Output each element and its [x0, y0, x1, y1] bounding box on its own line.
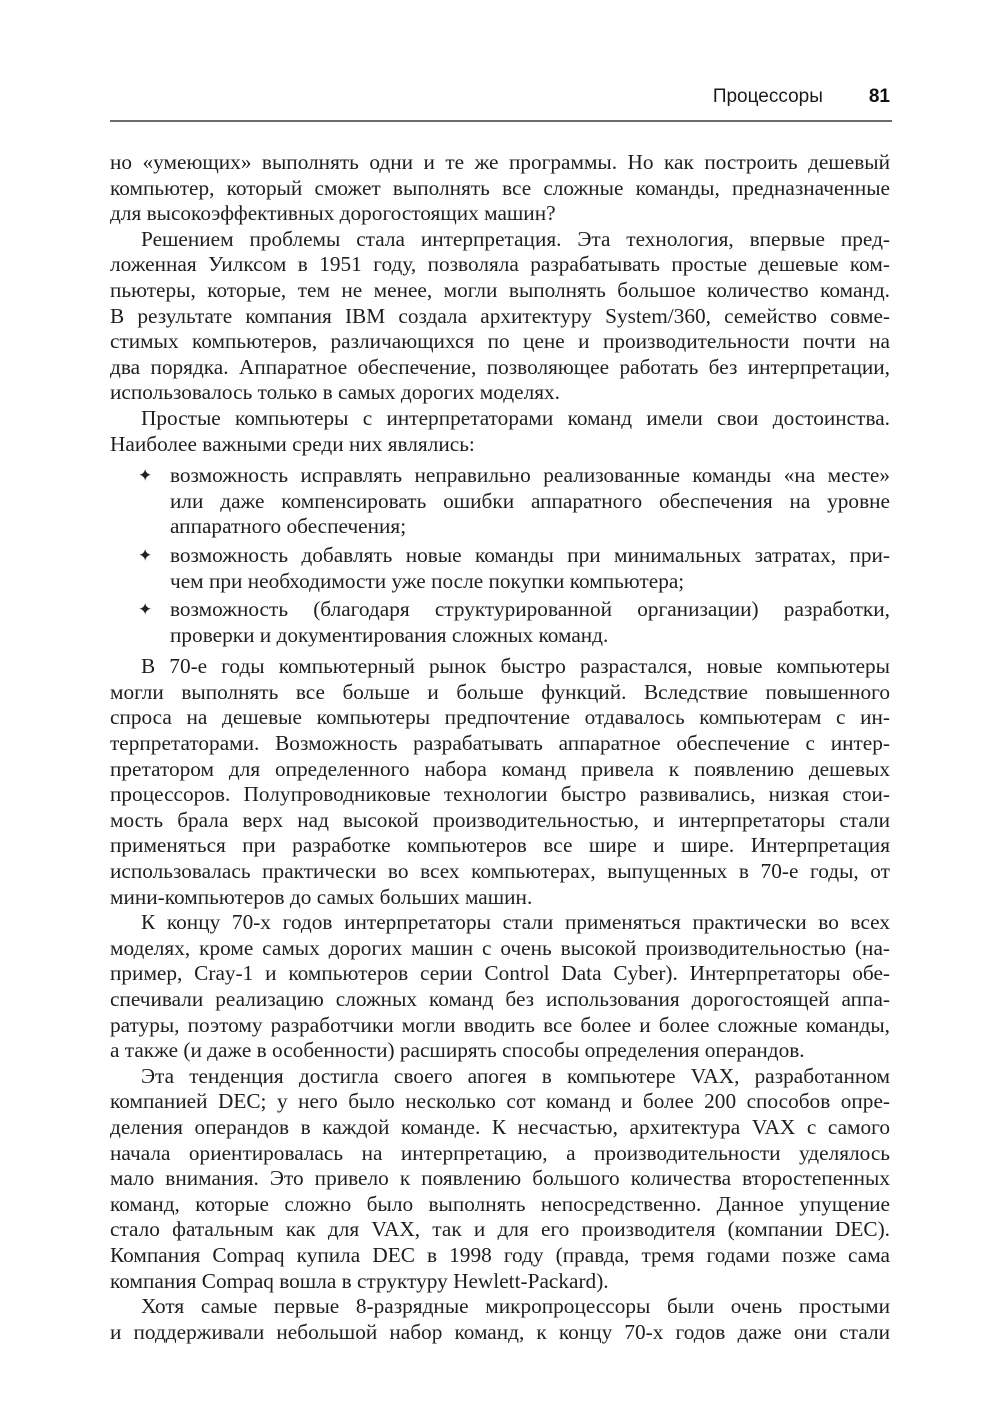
text-line: В результате компания IBM создала архитектуру System/360, семейство совме- — [110, 303, 890, 328]
paragraph — [110, 910, 890, 1064]
paragraph — [110, 1064, 890, 1294]
text-line: проверки и документирования сложных команд. — [170, 622, 609, 647]
text-line: К концу 70-х годов интерпретаторы стали применяться практически во всех — [141, 910, 890, 935]
text-line: Наиболее важными среди них являлись: — [110, 431, 475, 456]
star-bullet-icon: ✦ — [138, 466, 153, 486]
text-line: компьютер, который сможет выполнять все сложные команды, предназначенные — [110, 175, 890, 200]
text-line: терпретаторами. Возможность разрабатывать аппаратное обеспечение с интер- — [110, 731, 890, 756]
list-item — [110, 463, 890, 540]
text-line: или даже компенсировать ошибки аппаратного обеспечения на уровне — [170, 488, 890, 513]
text-line: возможность добавлять новые команды при минимальных затратах, при- — [170, 542, 890, 567]
text-line: моделях, кроме самых дорогих машин с очень высокой производительностью (на- — [110, 935, 890, 960]
text-line: компания Compaq вошла в структуру Hewlett-Packard). — [110, 1268, 609, 1293]
star-bullet-icon: ✦ — [138, 545, 153, 565]
paragraph — [110, 1294, 890, 1345]
text-line: ложенная Уилксом в 1951 году, позволяла разрабатывать простые дешевые ком- — [110, 252, 890, 277]
body-text — [110, 150, 890, 1345]
text-line: процессоров. Полупроводниковые технологии быстро развивались, низкая стои- — [110, 782, 890, 807]
text-line: возможность исправлять неправильно реализованные команды «на месте» — [170, 463, 890, 488]
text-line: компанией DEC; у него было несколько сот команд и более 200 способов опре- — [110, 1089, 890, 1114]
text-line: пример, Cray-1 и компьютеров серии Control Data Cyber). Интерпретаторы обе- — [110, 961, 890, 986]
text-line: мини-компьютеров до самых больших машин. — [110, 884, 533, 909]
text-line: деления операндов в каждой команде. К несчастью, архитектура VAX с самого — [110, 1114, 890, 1139]
text-line: начала ориентировалась на интерпретацию, а производительности уделялось — [110, 1140, 890, 1165]
text-line: но «умеющих» выполнять одни и те же программы. Но как построить дешевый — [110, 150, 890, 174]
text-line: пьютеры, которые, тем не менее, могли выполнять большое количество команд. — [110, 277, 890, 302]
text-line: команд, которые сложно было выполнять непосредственно. Данное упущение — [110, 1191, 890, 1216]
text-line: возможность (благодаря структурированной организации) разработки, — [170, 597, 890, 622]
text-line: стимых компьютеров, различающихся по цене и производительности почти на — [110, 329, 890, 354]
page-number: 81 — [868, 86, 890, 107]
list-item — [110, 543, 890, 594]
text-line: для высокоэффективных дорогостоящих машин? — [110, 201, 556, 226]
text-line: мость брала верх над высокой производительностью, и интерпретаторы стали — [110, 807, 890, 832]
bullet-list — [110, 463, 890, 648]
text-line: спечивали реализацию сложных команд без использования дорогостоящей аппа- — [110, 987, 890, 1011]
text-line: и поддерживали небольшой набор команд, к концу 70-х годов даже они стали — [110, 1319, 890, 1344]
section-title: Процессоры — [712, 86, 823, 107]
text-line: спроса на дешевые компьютеры предпочтение отдавалось компьютерам с ин- — [110, 705, 890, 730]
star-bullet-icon: ✦ — [138, 600, 153, 620]
paragraph — [110, 654, 890, 910]
paragraph — [110, 150, 890, 227]
text-line: мало внимания. Это привело к появлению большого количества второстепенных — [110, 1166, 890, 1191]
text-line: В 70-е годы компьютерный рынок быстро разрастался, новые компьютеры — [141, 654, 890, 679]
list-item — [110, 597, 890, 648]
text-line: использовалось только в самых дорогих моделях. — [110, 380, 560, 405]
text-line: применяться при разработке компьютеров все шире и шире. Интерпретация — [110, 833, 890, 858]
text-line: могли выполнять все больше и больше функций. Вследствие повышенного — [110, 679, 890, 704]
text-line: Эта тенденция достигла своего апогея в компьютере VAX, разработанном — [141, 1063, 890, 1088]
text-line: Решением проблемы стала интерпретация. Эта технология, впервые пред- — [141, 226, 890, 251]
text-line: аппаратного обеспечения; — [170, 514, 407, 539]
text-line: чем при необходимости уже после покупки компьютера; — [170, 568, 685, 593]
running-header — [110, 82, 892, 122]
paragraph — [110, 406, 890, 457]
text-line: а также (и даже в особенности) расширять способы определения операндов. — [110, 1038, 805, 1063]
text-line: стало фатальным как для VAX, так и для его производителя (компании DEC). — [110, 1217, 890, 1242]
text-line: ратуры, поэтому разработчики могли вводить все более и более сложные команды, — [110, 1012, 890, 1037]
text-line: Простые компьютеры с интерпретаторами команд имели свои достоинства. — [141, 405, 890, 430]
text-line: Хотя самые первые 8-разрядные микропроцессоры были очень простыми — [141, 1294, 890, 1319]
text-line: Компания Compaq купила DEC в 1998 году (правда, тремя годами позже сама — [110, 1242, 890, 1267]
text-line: претатором для определенного набора команд привела к появлению дешевых — [110, 756, 890, 781]
text-line: два порядка. Аппаратное обеспечение, позволяющее работать без интерпретации, — [110, 354, 890, 379]
paragraph — [110, 227, 890, 406]
text-line: использовалась практически во всех компьютерах, выпущенных в 70-е годы, от — [110, 859, 890, 884]
